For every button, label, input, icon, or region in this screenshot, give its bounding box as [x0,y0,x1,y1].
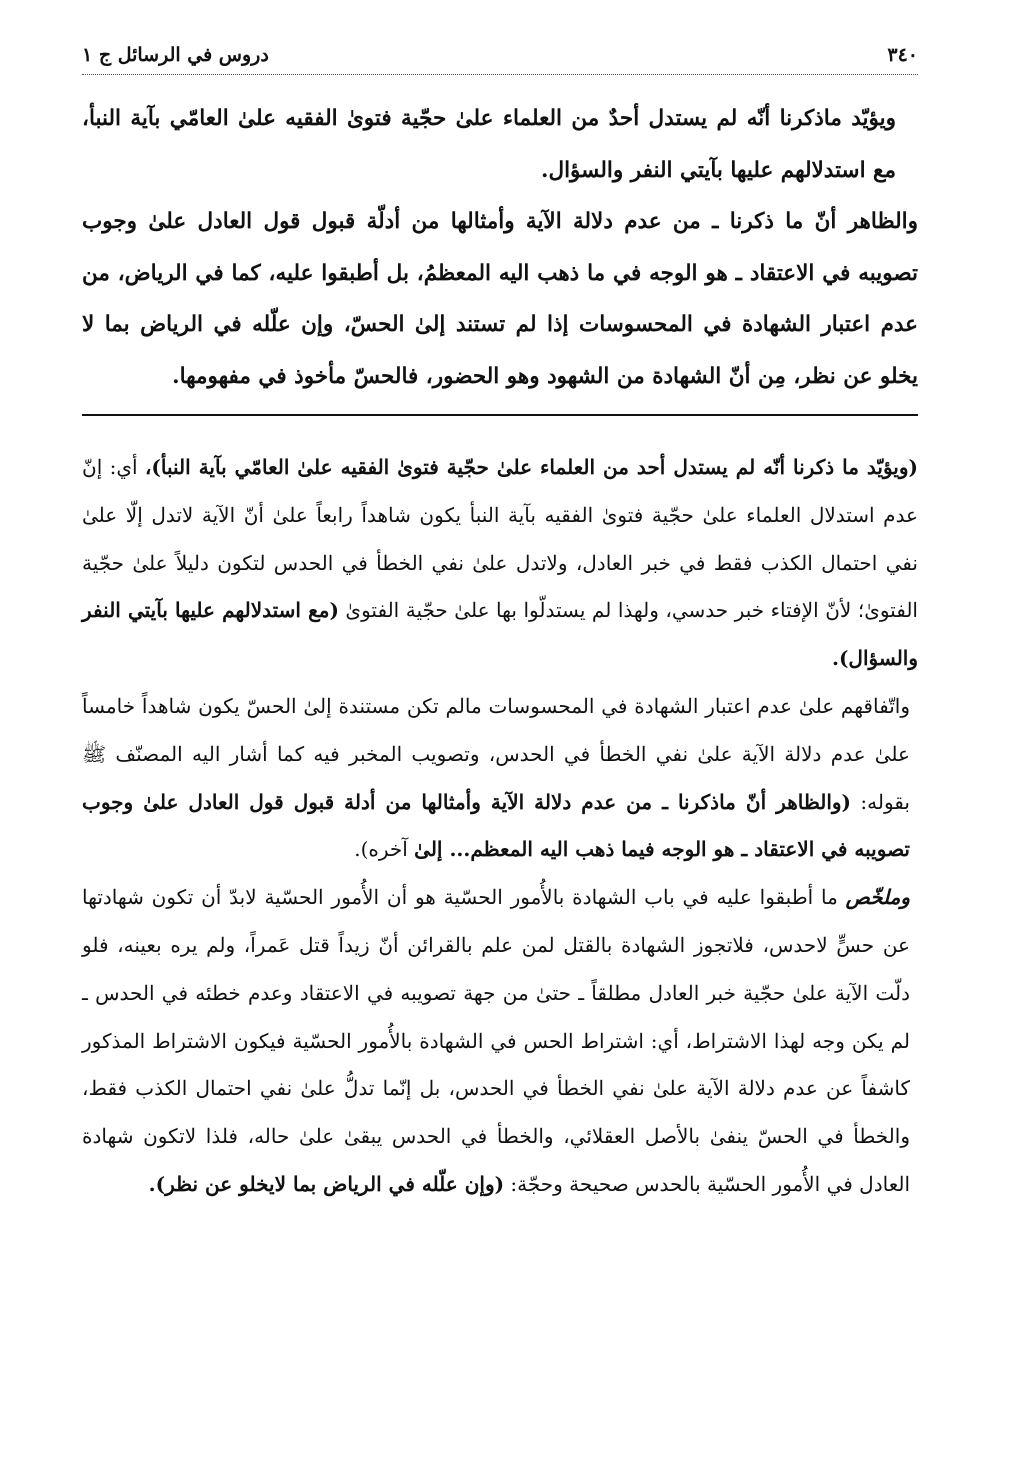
commentary-paragraph-1 [82,444,918,683]
running-header [82,38,918,75]
main-text [82,93,918,402]
quoted-text: (مع استدلالهم عليها بآيتي النفر والسؤال). [82,598,918,671]
page [82,38,918,1458]
book-title: دروس في الرسائل ج ١ [82,44,269,66]
commentary-paragraph-3 [82,874,918,1209]
quoted-text: (وإن علّله في الرياض بما لايخلو عن نظر). [148,1171,505,1196]
page-number: ٣٤٠ [887,44,918,66]
main-paragraph-1: ويؤيّد ماذكرنا أنّه لم يستدل أحدٌ من العلماء علىٰ حجّية فتوىٰ الفقيه علىٰ العامّي بآية النبأ، مع استدلالهم عليها بآيتي النفر والسؤال. [82,106,896,183]
explanation-text: آخره). [354,837,415,862]
quoted-text: (والظاهر أنّ ماذكرنا ـ من عدم دلالة الآية وأمثالها من أدلة قبول قول العادل علىٰ وجوب تصويبه في الاعتقاد ـ هو الوجه فيما ذهب اليه المعظم... إلىٰ [82,789,910,862]
italic-lead-word: وملخّص [845,885,910,910]
commentary-paragraph-2 [82,683,918,874]
separator-line [82,414,918,416]
commentary [82,444,918,1209]
main-paragraph-2: والظاهر أنّ ما ذكرنا ـ من عدم دلالة الآية وأمثالها من أدلّة قبول قول العادل علىٰ وجوب تصويبه في الاعتقاد ـ هو الوجه في ما ذهب اليه المعظمُ، بل أطبقوا عليه، كما في الرياض، من عدم اعتبار الشهادة في المحسوسات إذا لم تستند إلىٰ الحسّ، وإن علّله في الرياض بما لا يخلو عن نظر، مِن أنّ الشهادة من الشهود وهو الحضور، فالحسّ مأخوذ في مفهومها. [82,209,918,389]
explanation-text: أي: إنّ عدم استدلال العلماء علىٰ حجّية فتوىٰ الفقيه بآية النبأ يكون شاهداً رابعاً علىٰ أنّ الآية لاتدل إلّا علىٰ نفي احتمال الكذب فقط في خبر العادل، ولاتدل علىٰ نفي الخطأ في الحدس لتكون دليلاً علىٰ حجّية الفتوىٰ؛ لأنّ الإفتاء خبر حدسي، ولهذا لم يستدلّوا بها علىٰ حجّية الفتوىٰ [82,455,918,623]
explanation-text: واتّفاقهم علىٰ عدم اعتبار الشهادة في المحسوسات مالم تكن مستندة إلىٰ الحسّ يكون شاهداً خامساً علىٰ عدم دلالة الآية علىٰ نفي الخطأ في الحدس، وتصويب المخبر فيه كما أشار اليه المصنّف ﷺ بقوله: [82,693,910,814]
quoted-text: (ويؤيّد ما ذكرنا أنّه لم يستدل أحد من العلماء علىٰ حجّية فتوىٰ الفقيه علىٰ العامّي بآية النبأ)، [144,455,918,479]
explanation-text: ما أطبقوا عليه في باب الشهادة بالأُمور الحسّية هو أن الأُمور الحسّية لابدّ أن تكون شهادتها عن حسٍّ لاحدس، فلاتجوز الشهادة بالقتل لمن علم بالقرائن أنّ زيداً قتل عَمراً، ولم يره بعينه، فلو دلّت الآية علىٰ حجّية خبر العادل مطلقاً ـ حتىٰ من جهة تصويبه في الاعتقاد وعدم خطئه في الحدس ـ لم يكن وجه لهذا الاشتراط، أي: اشتراط الحس في الشهادة بالأُمور الحسّية فيكون الاشتراط المذكور كاشفاً عن عدم دلالة الآية علىٰ نفي الخطأ في الحدس، بل إنّما تدلُّ علىٰ نفي احتمال الكذب فقط، والخطأ في الحسّ ينفىٰ بالأصل العقلائي، والخطأ في الحدس يبقىٰ علىٰ حاله، فلذا لاتكون شهادة العادل في الأُمور الحسّية بالحدس صحيحة وحجّة: [82,885,910,1196]
